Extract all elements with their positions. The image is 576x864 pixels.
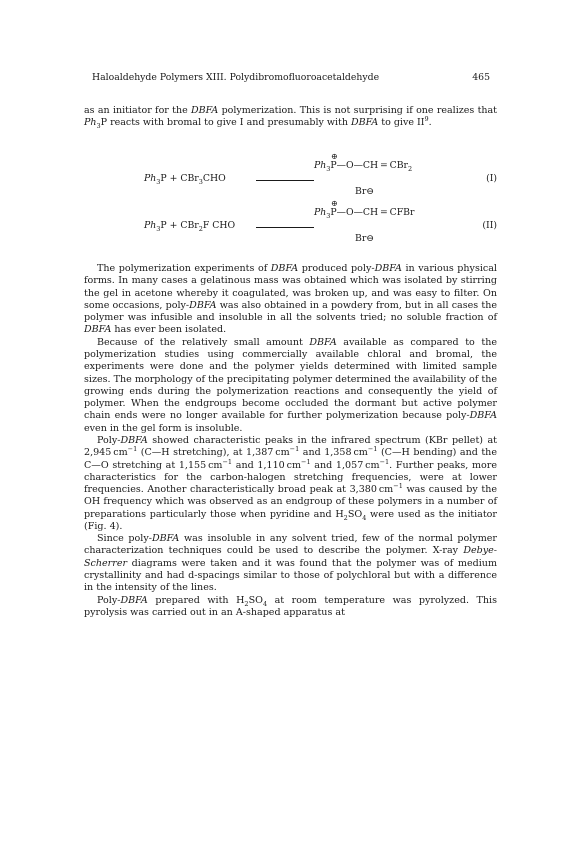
reactants: $Ph_3P + CBr_3CHO$ <box>144 173 226 186</box>
reaction-arrow <box>256 180 314 181</box>
reaction-scheme-2 <box>84 199 497 247</box>
reaction-scheme-1 <box>84 152 497 200</box>
page-number: 465 <box>472 72 490 83</box>
reaction-arrow <box>256 227 314 228</box>
reference-marker: 9 <box>424 115 429 124</box>
compound-label: (I) <box>486 173 497 184</box>
abbr-dbfa: DBFA <box>351 117 379 129</box>
running-header <box>92 72 490 86</box>
reactants: $Ph_3P + CBr_2F$ CHO <box>144 220 236 233</box>
product: ⊕ $Ph_3P—O—CH$ = CFBr <box>314 199 415 220</box>
paragraph-polymerization-forms: The polymerization experiments of DBFA produced poly-DBFA in various physical forms. In many cases a gelatinous mass was obtained which was isolated by stirring the gel in acetone whereby it coagulated, was broken up, and was easy to filter. On some occasions, poly-DBFA was also obtained in a powdery from, but in all cases the polymer was infusible and insoluble in all the solvents tried; no soluble fraction of DBFA has ever been isolated. <box>84 263 498 336</box>
paragraph-sample-sizes: Because of the relatively small amount DBFA available as compared to the polymerization studies using commercially available chloral and bromal, the experiments were done and the polymer yields determined with limited sample sizes. The morphology of the precipitating polymer determined the availability of the growing ends during the polymerization reactions and consequently the yield of polymer. When the endgroups become occluded the dormant but active polymer chain ends were no longer available for further polymerization because poly-DBFA even in the gel form is insoluble. <box>84 336 497 434</box>
intro-paragraph: as an initiator for the DBFA polymerization. This is not surprising if one realizes that $Ph_3P$ reacts with bromal to give I and presumably with DBFA to give $II^9$. <box>84 105 497 131</box>
abbr-dbfa: DBFA <box>191 105 219 116</box>
counter-anion: Br⊖ <box>355 233 375 244</box>
paragraph-infrared: Poly-DBFA showed characteristic peaks in the infrared spectrum (KBr pellet) at 2,945 $cm^{-1}$ (C—H stretching), at 1,387 $cm^{-1}$ and 1,358 $cm^{-1}$ (C—H bending) and the C—O stretching at 1,155 $cm^{-1}$ and 1,110 $cm^{-1}$ and 1,057 $cm^{-1}$. Further peaks, more characteristics for the carbon-halogen stretching frequencies, were at lower frequencies. Another characteristically broad peak at 3,380 $cm^{-1}$ was caused by the OH frequency which was observed as an endgroup of these polymers in a number of preparations particularly those when pyridine and $H_2SO_4$ were used as the initiator (Fig. 4). <box>84 434 498 532</box>
cation-charge: ⊕ <box>331 199 338 208</box>
paragraph-pyrolysis: Poly-DBFA prepared with $H_2SO_4$ at room temperature was pyrolyzed. This pyrolysis was carried out in an A-shaped apparatus at <box>84 594 497 618</box>
product: ⊕ $Ph_3P—O—CH = CBr_2$ <box>314 152 413 173</box>
body-text <box>84 263 497 619</box>
running-title: Haloaldehyde Polymers XIII. Polydibromofluoroacetaldehyde <box>92 72 380 83</box>
counter-anion: Br⊖ <box>355 186 375 197</box>
cation-charge: ⊕ <box>331 152 338 161</box>
compound-label: (II) <box>482 220 497 231</box>
paragraph-xray: Since poly-DBFA was insoluble in any solvent tried, few of the normal polymer characterization techniques could be used to describe the polymer. X-ray Debye-Scherrer diagrams were taken and it was found that the polymer was of medium crystallinity and had d-spacings similar to those of polychloral but with a difference in the intensity of the lines. <box>84 533 497 594</box>
